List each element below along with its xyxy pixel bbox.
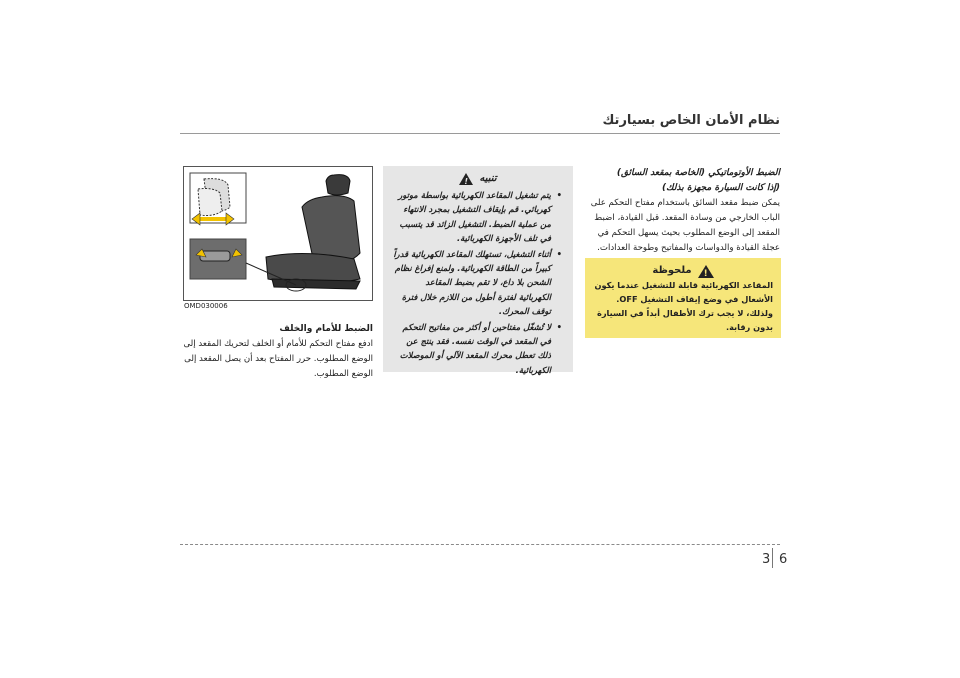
caution-triangle-icon: ! (459, 173, 473, 185)
figure-code: OMD030006 (184, 302, 228, 310)
header-divider (180, 133, 780, 134)
page-number-separator (772, 548, 773, 568)
notice-box (585, 258, 781, 338)
seat-drawing (184, 167, 372, 300)
caution-item: • لا تُشغّل مفتاحين أو أكثر من مفاتيح التحكم في المقعد في الوقت نفسه. فقد ينتج عن ذلك تعطل محرك المقعد الآلي أو الموصلات الكهربائية. (393, 320, 551, 377)
fore-aft-body: ادفع مفتاح التحكم للأمام أو الخلف لتحريك المقعد إلى الوضع المطلوب. حرر المفتاح بعد أن يصل المقعد إلى الوضع المطلوب. (183, 339, 373, 379)
caution-title: تنبيه (479, 173, 497, 184)
notice-title: ملحوظة (652, 265, 692, 276)
section-heading: الضبط الأوتوماتيكي (الخاصة بمقعد السائق) (616, 168, 780, 178)
fore-aft-section (183, 322, 373, 382)
fore-aft-heading: الضبط للأمام والخلف (279, 324, 373, 334)
caution-item: • يتم تشغيل المقاعد الكهربائية بواسطة موتور كهربائي. قم بإيقاف التشغيل بمجرد الانتهاء من عملية الضبط. التشغيل الزائد قد يتسبب في تلف الأجهزة الكهربائية. (393, 188, 551, 245)
caution-list (393, 188, 563, 377)
page-header-title: نظام الأمان الخاص بسيارتك (602, 113, 780, 128)
caution-item: • أثناء التشغيل، تستهلك المقاعد الكهربائية قدراً كبيراً من الطاقة الكهربائية. ولمنع إفراغ نظام الشحن بلا داع، لا تقم بضبط المقاعد الكهربائية لفترة أطول من اللازم خلال فترة توقف المحرك. (393, 247, 551, 318)
footer-divider (180, 544, 780, 545)
seat-adjust-section (585, 166, 780, 256)
headrest (326, 175, 350, 195)
warning-triangle-icon: ! (698, 265, 714, 278)
notice-body: المقاعد الكهربائية قابلة للتشغيل عندما يكون الأشعال في وضع إيقاف التشغيل OFF. ولذلك، لا يجب ترك الأطفال أبداً في السيارة بدون رقابة. (594, 280, 773, 332)
page-number: 6 (779, 552, 788, 567)
chapter-number: 3 (762, 552, 771, 567)
section-body: يمكن ضبط مقعد السائق باستخدام مفتاح التحكم على الباب الخارجي من وسادة المقعد. قبل القيادة، اضبط المقعد إلى الوضع المطلوب بحيث يسهل التحكم في عجلة القيادة والدواسات والمفاتيح وطوحة العدادات. (590, 198, 780, 253)
power-seat-illustration (183, 166, 373, 301)
caution-box (383, 166, 573, 375)
section-subheading: (إذا كانت السيارة مجهزة بذلك) (662, 183, 780, 193)
